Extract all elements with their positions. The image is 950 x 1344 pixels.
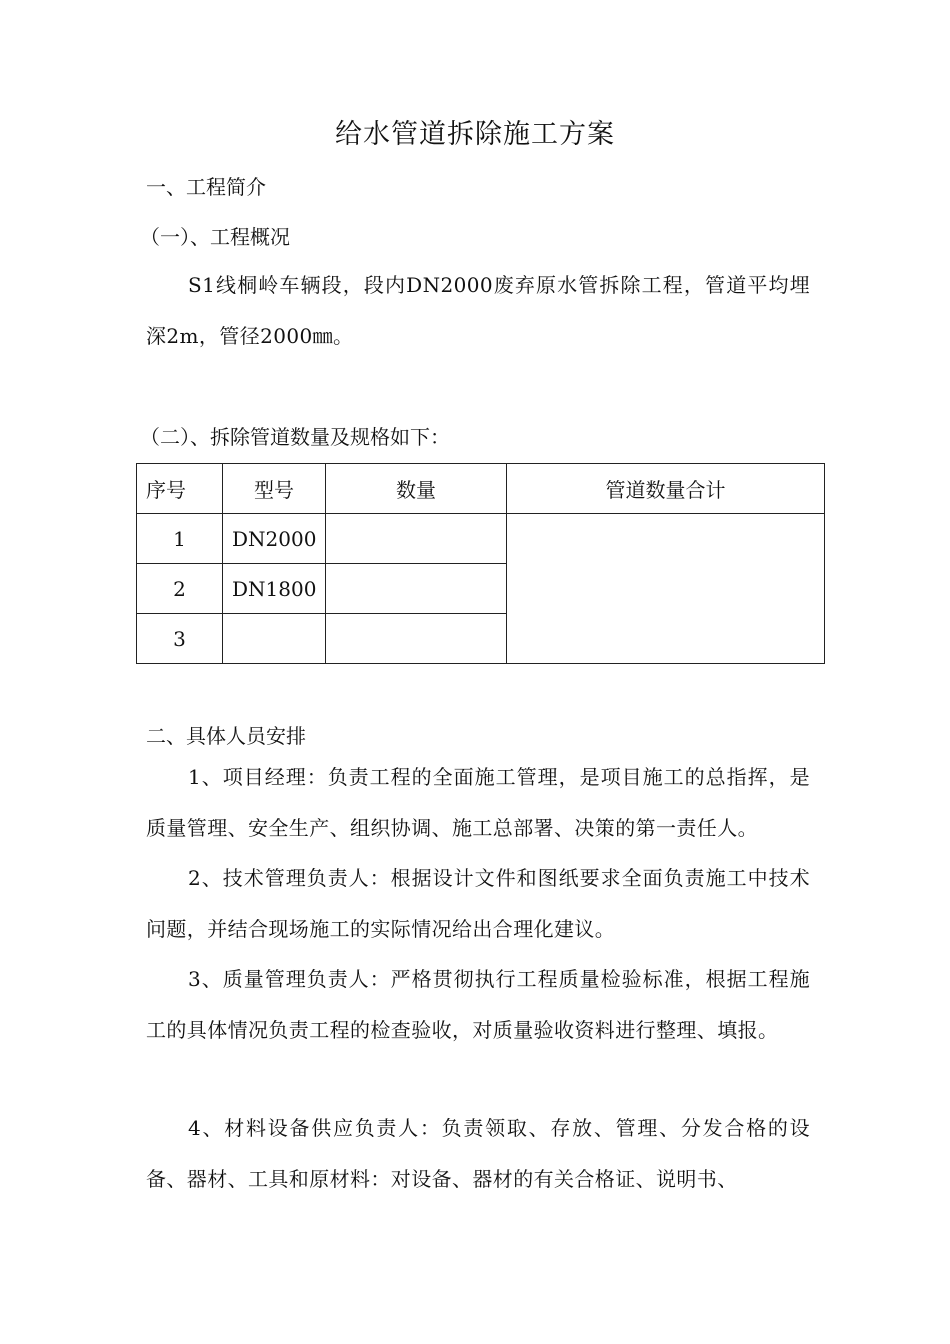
header-cell-qty: 数量 — [326, 464, 507, 514]
row-model-cell: DN2000 — [223, 514, 326, 564]
row-no-cell: 2 — [137, 564, 223, 614]
table-header-row — [137, 464, 825, 514]
subsection-heading-2: （二）、拆除管道数量及规格如下： — [140, 425, 450, 449]
header-cell-total: 管道数量合计 — [507, 464, 825, 514]
paragraph-technical-manager: 2、技术管理负责人：根据设计文件和图纸要求全面负责施工中技术问题，并结合现场施工的实际情况给出合理化建议。 — [146, 866, 810, 941]
section-heading-1: 一、工程简介 — [146, 175, 266, 199]
paragraph-project-manager: 1、项目经理：负责工程的全面施工管理，是项目施工的总指挥，是质量管理、安全生产、组织协调、施工总部署、决策的第一责任人。 — [146, 765, 810, 840]
paragraph-materials-manager: 4、材料设备供应负责人：负责领取、存放、管理、分发合格的设备、器材、工具和原材料：对设备、器材的有关合格证、说明书、 — [146, 1116, 810, 1191]
row-qty-cell — [326, 564, 507, 614]
row-qty-cell — [326, 514, 507, 564]
table-row — [137, 514, 825, 564]
header-cell-no: 序号 — [137, 464, 223, 514]
pipe-spec-table — [136, 463, 825, 664]
row-model-cell: DN1800 — [223, 564, 326, 614]
header-cell-model: 型号 — [223, 464, 326, 514]
row-no-cell: 1 — [137, 514, 223, 564]
overview-paragraph: S1线桐岭车辆段，段内DN2000废弃原水管拆除工程，管道平均埋深2m，管径2000㎜。 — [146, 273, 810, 348]
total-cell — [507, 514, 825, 664]
subsection-heading-1: （一）、工程概况 — [140, 225, 290, 249]
row-model-cell — [223, 614, 326, 664]
section-heading-2: 二、具体人员安排 — [146, 724, 306, 748]
row-qty-cell — [326, 614, 507, 664]
document-title: 给水管道拆除施工方案 — [335, 119, 615, 150]
paragraph-quality-manager: 3、质量管理负责人：严格贯彻执行工程质量检验标准，根据工程施工的具体情况负责工程的检查验收，对质量验收资料进行整理、填报。 — [146, 967, 810, 1042]
row-no-cell: 3 — [137, 614, 223, 664]
